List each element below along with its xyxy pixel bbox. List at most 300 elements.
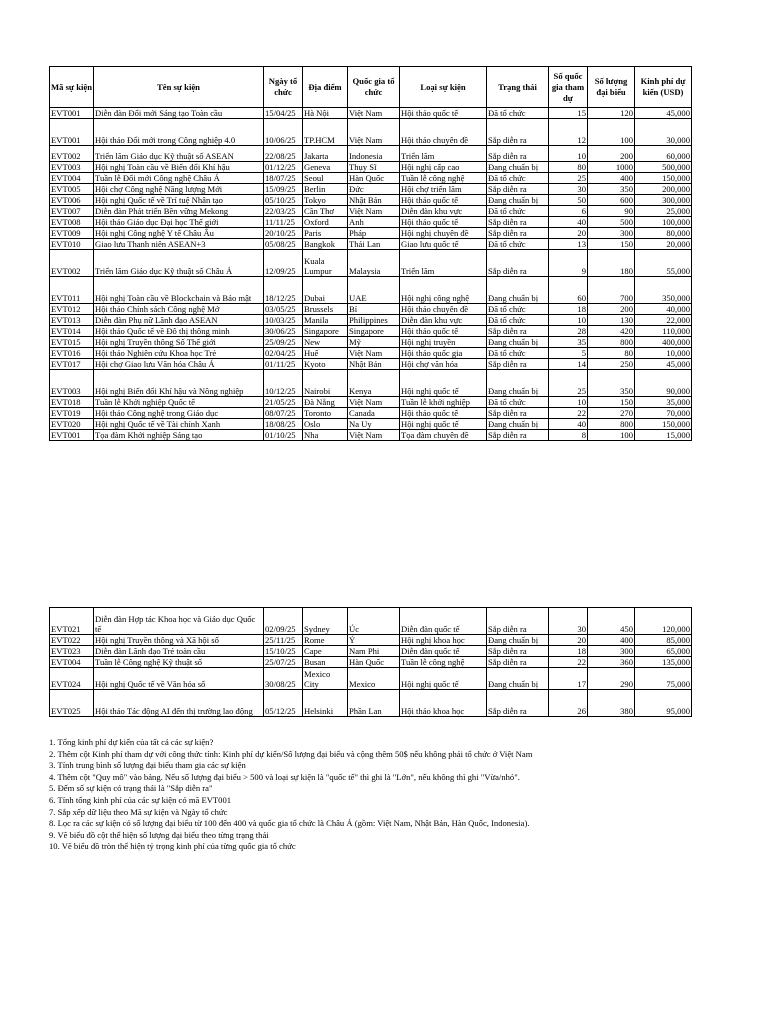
cell-event-name: Hội nghị Toàn cầu về Blockchain và Bảo mật <box>94 277 264 304</box>
table-row <box>50 608 692 635</box>
cell-event-type: Tuần lễ khởi nghiệp <box>400 397 487 408</box>
cell-event-name: Hội thảo Nghiên cứu Khoa học Trẻ <box>94 348 264 359</box>
cell-host-country: UAE <box>348 277 400 304</box>
cell-event-name: Diễn đàn Đổi mới Sáng tạo Toàn cầu <box>94 108 264 119</box>
cell-event-code: EVT011 <box>50 277 94 304</box>
cell-host-country: Hàn Quốc <box>348 657 400 668</box>
cell-event-date: 20/10/25 <box>264 228 303 239</box>
cell-event-location: Kuala Lumpur <box>303 250 348 277</box>
cell-event-code: EVT002 <box>50 250 94 277</box>
cell-event-type: Tuần lễ công nghệ <box>400 657 487 668</box>
cell-delegate-count: 150 <box>588 397 635 408</box>
cell-event-type: Hội thảo quốc tế <box>400 195 487 206</box>
cell-event-status: Sắp diễn ra <box>487 217 549 228</box>
header-event-status: Trạng thái <box>487 67 549 108</box>
cell-participating-countries: 28 <box>549 326 588 337</box>
cell-budget-usd: 95,000 <box>635 690 692 717</box>
cell-event-location: Brussels <box>303 304 348 315</box>
cell-event-type: Diễn đàn khu vực <box>400 315 487 326</box>
cell-event-code: EVT017 <box>50 359 94 370</box>
cell-host-country: Mỹ <box>348 337 400 348</box>
cell-budget-usd: 10,000 <box>635 348 692 359</box>
table-row <box>50 119 692 146</box>
cell-delegate-count: 1000 <box>588 162 635 173</box>
cell-event-location: Rome <box>303 635 348 646</box>
cell-host-country: Anh <box>348 217 400 228</box>
cell-event-code: EVT019 <box>50 408 94 419</box>
cell-delegate-count: 200 <box>588 304 635 315</box>
cell-budget-usd: 70,000 <box>635 408 692 419</box>
cell-event-status: Sắp diễn ra <box>487 430 549 441</box>
cell-event-status: Sắp diễn ra <box>487 657 549 668</box>
cell-event-status: Đã tổ chức <box>487 304 549 315</box>
cell-event-location: Đà Nẵng <box>303 397 348 408</box>
cell-delegate-count: 400 <box>588 173 635 184</box>
cell-event-status: Đã tổ chức <box>487 348 549 359</box>
cell-event-location: Toronto <box>303 408 348 419</box>
cell-participating-countries: 9 <box>549 250 588 277</box>
cell-participating-countries: 50 <box>549 195 588 206</box>
cell-event-name: Hội thảo Chính sách Công nghệ Mở <box>94 304 264 315</box>
table-row <box>50 370 692 397</box>
cell-host-country: Thụy Sĩ <box>348 162 400 173</box>
cell-delegate-count: 350 <box>588 370 635 397</box>
cell-budget-usd: 65,000 <box>635 646 692 657</box>
cell-budget-usd: 85,000 <box>635 635 692 646</box>
cell-event-location: New <box>303 337 348 348</box>
cell-budget-usd: 350,000 <box>635 277 692 304</box>
table-row <box>50 668 692 690</box>
cell-participating-countries: 17 <box>549 668 588 690</box>
cell-budget-usd: 15,000 <box>635 430 692 441</box>
cell-event-date: 22/03/25 <box>264 206 303 217</box>
cell-participating-countries: 35 <box>549 337 588 348</box>
cell-event-code: EVT004 <box>50 657 94 668</box>
cell-event-type: Diễn đàn quốc tế <box>400 608 487 635</box>
cell-event-code: EVT008 <box>50 217 94 228</box>
cell-delegate-count: 120 <box>588 108 635 119</box>
cell-budget-usd: 80,000 <box>635 228 692 239</box>
cell-delegate-count: 420 <box>588 326 635 337</box>
question-item: 10. Vẽ biểu đồ tròn thể hiện tỷ trọng kinh phí của từng quốc gia tổ chức <box>49 841 296 852</box>
cell-event-type: Hội chợ triển lãm <box>400 184 487 195</box>
question-item: 3. Tính trung bình số lượng đại biểu tham gia các sự kiện <box>49 760 246 771</box>
cell-host-country: Phần Lan <box>348 690 400 717</box>
cell-event-date: 01/11/25 <box>264 359 303 370</box>
cell-event-code: EVT024 <box>50 668 94 690</box>
cell-event-code: EVT020 <box>50 419 94 430</box>
cell-event-date: 02/04/25 <box>264 348 303 359</box>
cell-event-code: EVT009 <box>50 228 94 239</box>
cell-event-location: Mexico City <box>303 668 348 690</box>
cell-budget-usd: 400,000 <box>635 337 692 348</box>
cell-host-country: Hàn Quốc <box>348 173 400 184</box>
cell-event-date: 30/06/25 <box>264 326 303 337</box>
cell-event-location: Seoul <box>303 173 348 184</box>
cell-event-location: Singapore <box>303 326 348 337</box>
cell-host-country: Bỉ <box>348 304 400 315</box>
cell-event-date: 08/07/25 <box>264 408 303 419</box>
cell-event-status: Đã tổ chức <box>487 206 549 217</box>
cell-event-status: Sắp diễn ra <box>487 359 549 370</box>
cell-host-country: Nhật Bản <box>348 359 400 370</box>
cell-participating-countries: 40 <box>549 217 588 228</box>
cell-event-name: Diễn đàn Lãnh đạo Trẻ toàn cầu <box>94 646 264 657</box>
question-item: 7. Sắp xếp dữ liệu theo Mã sự kiện và Ngày tổ chức <box>49 806 228 817</box>
cell-participating-countries: 26 <box>549 690 588 717</box>
cell-event-date: 10/03/25 <box>264 315 303 326</box>
cell-event-code: EVT005 <box>50 184 94 195</box>
cell-event-code: EVT023 <box>50 646 94 657</box>
cell-event-location: Paris <box>303 228 348 239</box>
cell-event-name: Triển lãm Giáo dục Kỹ thuật số ASEAN <box>94 146 264 162</box>
cell-event-status: Đang chuẩn bị <box>487 419 549 430</box>
table-row <box>50 430 692 441</box>
cell-budget-usd: 30,000 <box>635 119 692 146</box>
cell-event-location: Tokyo <box>303 195 348 206</box>
cell-participating-countries: 20 <box>549 635 588 646</box>
cell-participating-countries: 30 <box>549 608 588 635</box>
table-row <box>50 408 692 419</box>
cell-event-status: Đang chuẩn bị <box>487 162 549 173</box>
cell-event-date: 03/05/25 <box>264 304 303 315</box>
table-row <box>50 690 692 717</box>
cell-event-name: Triển lãm Giáo dục Kỹ thuật số Châu Á <box>94 250 264 277</box>
cell-participating-countries: 40 <box>549 419 588 430</box>
cell-event-name: Hội thảo Tác động AI đến thị trường lao động <box>94 690 264 717</box>
question-item: 1. Tổng kinh phí dự kiến của tất cả các sự kiện? <box>49 737 214 747</box>
cell-delegate-count: 200 <box>588 146 635 162</box>
table-row <box>50 195 692 206</box>
cell-budget-usd: 120,000 <box>635 608 692 635</box>
cell-participating-countries: 5 <box>549 348 588 359</box>
cell-event-code: EVT015 <box>50 337 94 348</box>
cell-host-country: Việt Nam <box>348 119 400 146</box>
question-item: 5. Đếm số sự kiện có trạng thái là "Sắp diễn ra" <box>49 783 213 794</box>
table-row <box>50 359 692 370</box>
cell-event-type: Hội nghị quốc tế <box>400 668 487 690</box>
cell-event-name: Hội chợ Giao lưu Văn hóa Châu Á <box>94 359 264 370</box>
cell-event-location: Helsinki <box>303 690 348 717</box>
cell-delegate-count: 360 <box>588 657 635 668</box>
table-row <box>50 397 692 408</box>
cell-participating-countries: 15 <box>549 108 588 119</box>
cell-event-location: TP.HCM <box>303 119 348 146</box>
cell-participating-countries: 13 <box>549 239 588 250</box>
cell-budget-usd: 35,000 <box>635 397 692 408</box>
cell-event-status: Sắp diễn ra <box>487 146 549 162</box>
cell-event-type: Giao lưu quốc tế <box>400 239 487 250</box>
events-table-continued <box>49 607 692 717</box>
cell-delegate-count: 290 <box>588 668 635 690</box>
cell-participating-countries: 10 <box>549 397 588 408</box>
cell-budget-usd: 20,000 <box>635 239 692 250</box>
cell-event-status: Đã tổ chức <box>487 108 549 119</box>
cell-event-status: Đang chuẩn bị <box>487 635 549 646</box>
cell-event-status: Đang chuẩn bị <box>487 668 549 690</box>
cell-delegate-count: 90 <box>588 206 635 217</box>
cell-event-name: Tuần lễ Khởi nghiệp Quốc tế <box>94 397 264 408</box>
cell-participating-countries: 6 <box>549 206 588 217</box>
cell-delegate-count: 350 <box>588 184 635 195</box>
cell-event-code: EVT002 <box>50 146 94 162</box>
cell-event-date: 15/09/25 <box>264 184 303 195</box>
cell-event-code: EVT013 <box>50 315 94 326</box>
table-row <box>50 162 692 173</box>
cell-event-location: Dubai <box>303 277 348 304</box>
cell-event-name: Tọa đàm Khởi nghiệp Sáng tạo <box>94 430 264 441</box>
cell-event-code: EVT001 <box>50 108 94 119</box>
cell-budget-usd: 135,000 <box>635 657 692 668</box>
cell-delegate-count: 450 <box>588 608 635 635</box>
table-row <box>50 657 692 668</box>
cell-host-country: Canada <box>348 408 400 419</box>
cell-event-code: EVT021 <box>50 608 94 635</box>
table-row <box>50 277 692 304</box>
cell-event-status: Đã tổ chức <box>487 173 549 184</box>
question-item: 2. Thêm cột Kinh phí tham dự với công thức tính: Kinh phí dự kiến/Số lượng đại biểu và cộng thêm 50$ nếu không phải tổ chức ở Việt Nam <box>49 748 533 759</box>
cell-delegate-count: 500 <box>588 217 635 228</box>
cell-event-name: Giao lưu Thanh niên ASEAN+3 <box>94 239 264 250</box>
cell-event-type: Hội thảo quốc tế <box>400 108 487 119</box>
question-item: 8. Lọc ra các sự kiện có số lượng đại biểu từ 100 đến 400 và quốc gia tổ chức là Châu Á (gồm: Việt Nam, Nhật Bản, Hàn Quốc, Indonesia). <box>49 818 530 829</box>
cell-event-date: 25/07/25 <box>264 657 303 668</box>
header-event-name: Tên sự kiện <box>94 67 264 108</box>
cell-event-type: Hội nghị công nghệ <box>400 277 487 304</box>
cell-participating-countries: 10 <box>549 146 588 162</box>
cell-event-code: EVT012 <box>50 304 94 315</box>
cell-event-name: Tuần lễ Đổi mới Công nghệ Châu Á <box>94 173 264 184</box>
cell-event-date: 01/12/25 <box>264 162 303 173</box>
cell-event-status: Sắp diễn ra <box>487 326 549 337</box>
cell-event-status: Đang chuẩn bị <box>487 370 549 397</box>
cell-event-date: 11/11/25 <box>264 217 303 228</box>
cell-event-location: Hà Nội <box>303 108 348 119</box>
cell-host-country: Kenya <box>348 370 400 397</box>
cell-event-type: Triển lãm <box>400 250 487 277</box>
cell-delegate-count: 300 <box>588 228 635 239</box>
cell-event-name: Hội thảo Đổi mới trong Công nghiệp 4.0 <box>94 119 264 146</box>
cell-budget-usd: 45,000 <box>635 108 692 119</box>
cell-budget-usd: 25,000 <box>635 206 692 217</box>
cell-budget-usd: 150,000 <box>635 173 692 184</box>
table-row <box>50 326 692 337</box>
cell-event-code: EVT003 <box>50 370 94 397</box>
cell-event-code: EVT001 <box>50 430 94 441</box>
cell-delegate-count: 600 <box>588 195 635 206</box>
cell-event-date: 12/09/25 <box>264 250 303 277</box>
cell-event-location: Geneva <box>303 162 348 173</box>
cell-delegate-count: 80 <box>588 348 635 359</box>
cell-host-country: Việt Nam <box>348 348 400 359</box>
cell-event-name: Hội thảo Giáo dục Đại học Thế giới <box>94 217 264 228</box>
cell-budget-usd: 40,000 <box>635 304 692 315</box>
cell-event-location: Jakarta <box>303 146 348 162</box>
cell-delegate-count: 300 <box>588 646 635 657</box>
cell-budget-usd: 110,000 <box>635 326 692 337</box>
cell-event-location: Bangkok <box>303 239 348 250</box>
cell-host-country: Indonesia <box>348 146 400 162</box>
cell-delegate-count: 400 <box>588 635 635 646</box>
table-row <box>50 228 692 239</box>
table-row <box>50 635 692 646</box>
cell-event-location: Nha <box>303 430 348 441</box>
cell-budget-usd: 150,000 <box>635 419 692 430</box>
header-host-country: Quốc gia tổ chức <box>348 67 400 108</box>
cell-event-date: 05/10/25 <box>264 195 303 206</box>
cell-event-type: Hội thảo quốc tế <box>400 217 487 228</box>
cell-event-type: Hội nghị quốc tế <box>400 370 487 397</box>
cell-event-date: 05/08/25 <box>264 239 303 250</box>
cell-participating-countries: 8 <box>549 430 588 441</box>
table-row <box>50 348 692 359</box>
cell-event-location: Nairobi <box>303 370 348 397</box>
cell-event-date: 30/08/25 <box>264 668 303 690</box>
cell-event-code: EVT006 <box>50 195 94 206</box>
cell-event-location: Kyoto <box>303 359 348 370</box>
cell-participating-countries: 14 <box>549 359 588 370</box>
cell-event-location: Huế <box>303 348 348 359</box>
header-event-date: Ngày tổ chức <box>264 67 303 108</box>
cell-event-name: Hội nghị Quốc tế về Tài chính Xanh <box>94 419 264 430</box>
cell-event-code: EVT001 <box>50 119 94 146</box>
cell-event-date: 18/07/25 <box>264 173 303 184</box>
cell-event-date: 02/09/25 <box>264 608 303 635</box>
cell-event-location: Oxford <box>303 217 348 228</box>
cell-event-status: Đang chuẩn bị <box>487 195 549 206</box>
cell-host-country: Mexico <box>348 668 400 690</box>
cell-delegate-count: 800 <box>588 419 635 430</box>
cell-host-country: Ý <box>348 635 400 646</box>
cell-event-name: Hội chợ Công nghệ Năng lượng Mới <box>94 184 264 195</box>
cell-delegate-count: 180 <box>588 250 635 277</box>
cell-event-status: Sắp diễn ra <box>487 690 549 717</box>
cell-event-code: EVT004 <box>50 173 94 184</box>
cell-event-type: Hội nghị khoa học <box>400 635 487 646</box>
cell-delegate-count: 150 <box>588 239 635 250</box>
cell-participating-countries: 30 <box>549 184 588 195</box>
table-row <box>50 419 692 430</box>
cell-event-location: Cape <box>303 646 348 657</box>
table-row <box>50 304 692 315</box>
cell-event-name: Hội nghị Quốc tế về Trí tuệ Nhân tạo <box>94 195 264 206</box>
cell-event-status: Đã tổ chức <box>487 239 549 250</box>
cell-event-name: Hội thảo Quốc tế về Đô thị thông minh <box>94 326 264 337</box>
cell-event-date: 18/12/25 <box>264 277 303 304</box>
table-row <box>50 173 692 184</box>
cell-event-type: Tuần lễ công nghệ <box>400 173 487 184</box>
cell-host-country: Malaysia <box>348 250 400 277</box>
cell-event-type: Hội nghị truyền <box>400 337 487 348</box>
cell-delegate-count: 130 <box>588 315 635 326</box>
cell-host-country: Thái Lan <box>348 239 400 250</box>
cell-host-country: Nam Phi <box>348 646 400 657</box>
cell-event-status: Đang chuẩn bị <box>487 277 549 304</box>
cell-budget-usd: 90,000 <box>635 370 692 397</box>
cell-event-status: Đã tổ chức <box>487 397 549 408</box>
cell-host-country: Philippines <box>348 315 400 326</box>
cell-event-name: Hội nghị Công nghệ Y tế Châu Âu <box>94 228 264 239</box>
cell-event-date: 18/08/25 <box>264 419 303 430</box>
cell-event-code: EVT003 <box>50 162 94 173</box>
cell-host-country: Việt Nam <box>348 108 400 119</box>
table-row <box>50 250 692 277</box>
cell-event-status: Sắp diễn ra <box>487 250 549 277</box>
cell-event-name: Hội nghị Quốc tế về Văn hóa số <box>94 668 264 690</box>
cell-event-code: EVT014 <box>50 326 94 337</box>
cell-budget-usd: 60,000 <box>635 146 692 162</box>
cell-event-code: EVT018 <box>50 397 94 408</box>
events-table-main <box>49 66 692 441</box>
cell-host-country: Việt Nam <box>348 206 400 217</box>
cell-event-code: EVT010 <box>50 239 94 250</box>
header-event-type: Loại sự kiện <box>400 67 487 108</box>
cell-event-status: Sắp diễn ra <box>487 646 549 657</box>
cell-event-location: Oslo <box>303 419 348 430</box>
cell-participating-countries: 25 <box>549 173 588 184</box>
cell-budget-usd: 500,000 <box>635 162 692 173</box>
cell-event-location: Manila <box>303 315 348 326</box>
header-budget-usd: Kinh phí dự kiến (USD) <box>635 67 692 108</box>
cell-event-type: Hội thảo quốc gia <box>400 348 487 359</box>
table-row <box>50 315 692 326</box>
table-row <box>50 184 692 195</box>
cell-host-country: Na Uy <box>348 419 400 430</box>
cell-event-name: Hội nghị Biến đổi Khí hậu và Nông nghiệp <box>94 370 264 397</box>
cell-event-date: 10/06/25 <box>264 119 303 146</box>
table-row <box>50 239 692 250</box>
cell-event-code: EVT016 <box>50 348 94 359</box>
cell-event-type: Triển lãm <box>400 146 487 162</box>
header-participating-countries: Số quốc gia tham dự <box>549 67 588 108</box>
cell-event-status: Sắp diễn ra <box>487 119 549 146</box>
cell-event-status: Đang chuẩn bị <box>487 337 549 348</box>
question-item: 6. Tính tổng kinh phí của các sự kiện có mã EVT001 <box>49 794 232 805</box>
cell-budget-usd: 22,000 <box>635 315 692 326</box>
cell-event-status: Sắp diễn ra <box>487 608 549 635</box>
cell-delegate-count: 100 <box>588 119 635 146</box>
cell-event-type: Hội thảo chuyên đề <box>400 304 487 315</box>
cell-event-date: 15/04/25 <box>264 108 303 119</box>
cell-participating-countries: 60 <box>549 277 588 304</box>
cell-delegate-count: 100 <box>588 430 635 441</box>
question-item: 4. Thêm cột "Quy mô" vào bảng. Nếu số lượng đại biểu > 500 và loại sự kiện là "quốc tế" thì ghi là "Lớn", nếu không thì ghi "Vừa/nhỏ". <box>49 771 520 782</box>
cell-event-date: 21/05/25 <box>264 397 303 408</box>
cell-event-type: Hội nghị chuyên đề <box>400 228 487 239</box>
cell-participating-countries: 18 <box>549 646 588 657</box>
cell-event-date: 01/10/25 <box>264 430 303 441</box>
cell-event-location: Berlin <box>303 184 348 195</box>
cell-event-date: 22/08/25 <box>264 146 303 162</box>
cell-event-date: 25/11/25 <box>264 635 303 646</box>
cell-participating-countries: 80 <box>549 162 588 173</box>
cell-event-name: Hội nghị Truyền thông Số Thế giới <box>94 337 264 348</box>
cell-event-type: Hội chợ văn hóa <box>400 359 487 370</box>
header-delegate-count: Số lượng đại biểu <box>588 67 635 108</box>
cell-event-type: Diễn đàn quốc tế <box>400 646 487 657</box>
cell-event-name: Hội nghị Toàn cầu về Biến đổi Khí hậu <box>94 162 264 173</box>
cell-host-country: Singapore <box>348 326 400 337</box>
cell-host-country: Nhật Bản <box>348 195 400 206</box>
cell-event-type: Hội thảo quốc tế <box>400 408 487 419</box>
header-event-location: Địa điểm <box>303 67 348 108</box>
cell-participating-countries: 20 <box>549 228 588 239</box>
cell-event-name: Tuần lễ Công nghệ Kỹ thuật số <box>94 657 264 668</box>
cell-host-country: Việt Nam <box>348 430 400 441</box>
cell-event-name: Diễn đàn Phụ nữ Lãnh đạo ASEAN <box>94 315 264 326</box>
cell-event-code: EVT025 <box>50 690 94 717</box>
header-row <box>50 67 692 108</box>
